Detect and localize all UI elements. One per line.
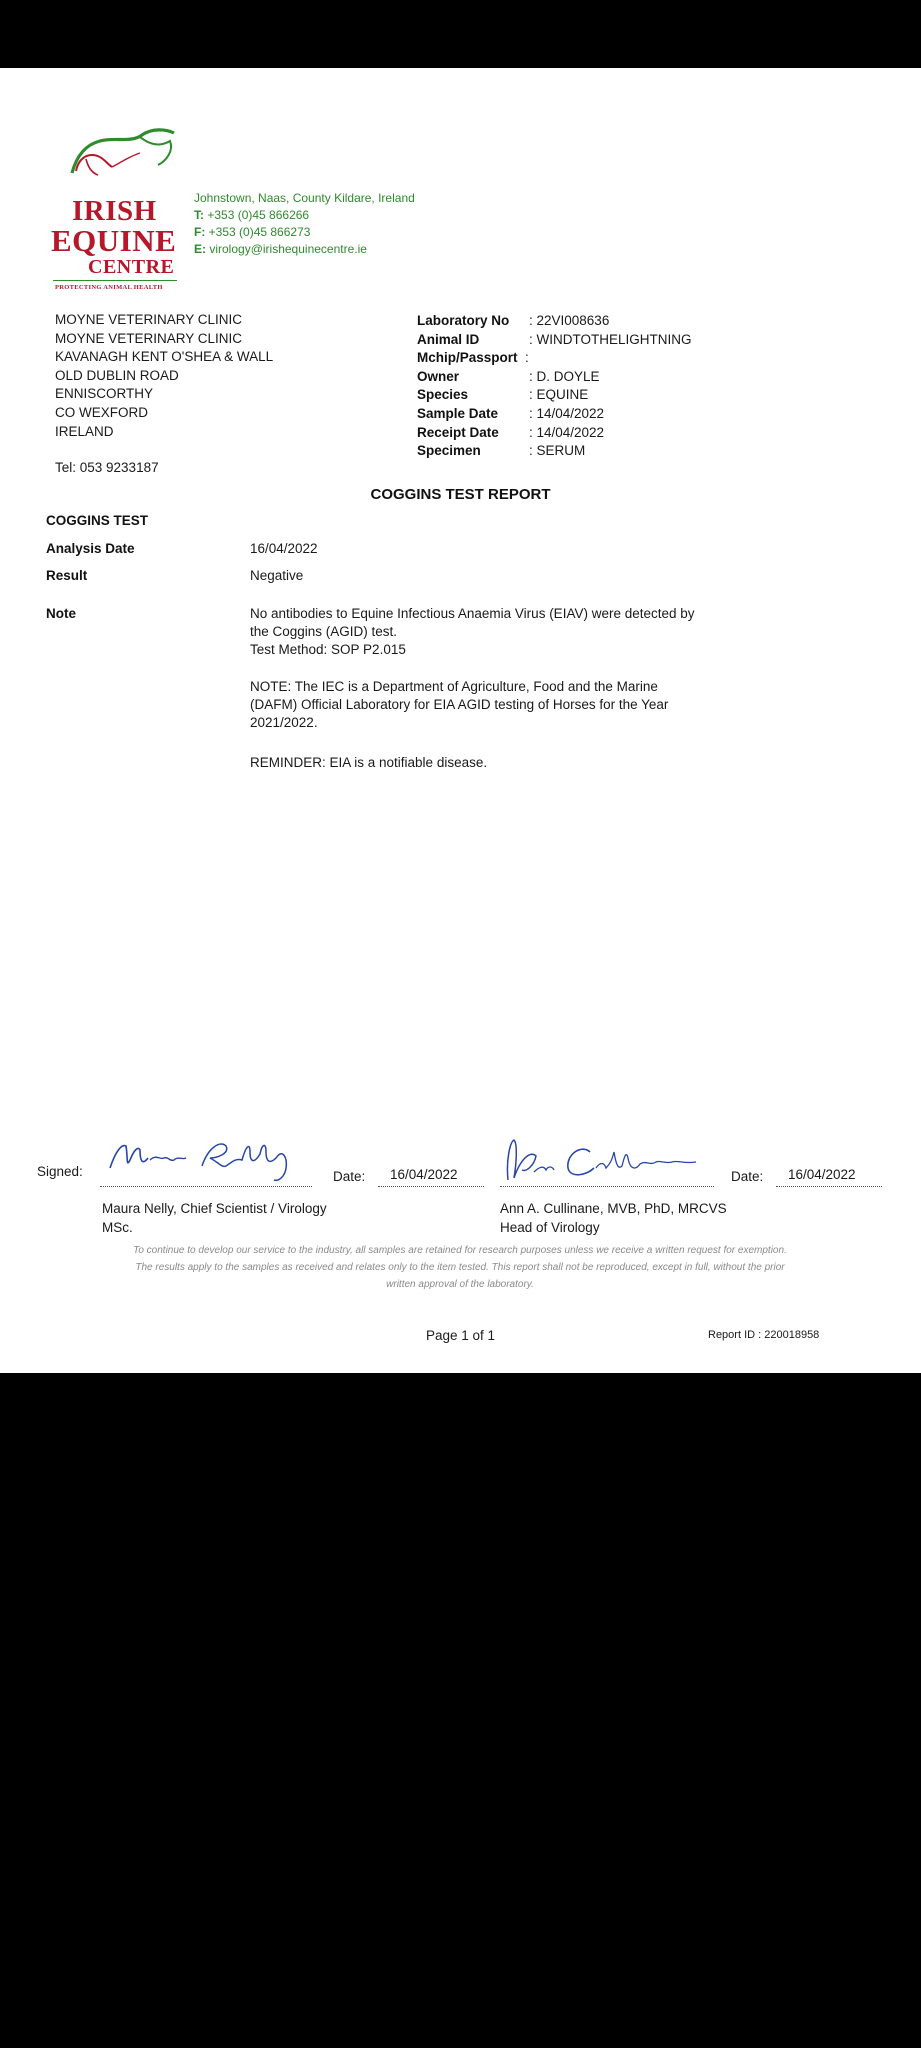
left-signatory-qualification: MSc.: [102, 1220, 133, 1235]
reminder-text: REMINDER: EIA is a notifiable disease.: [250, 755, 488, 770]
report-id: Report ID : 220018958: [708, 1329, 820, 1341]
note-line: 2021/2022.: [250, 715, 318, 730]
disclaimer-line: written approval of the laboratory.: [386, 1279, 534, 1290]
horse-logo-icon: [62, 123, 182, 183]
field-value: : 22VI008636: [529, 313, 610, 328]
fax-value: +353 (0)45 866273: [208, 225, 311, 239]
field-value: : SERUM: [529, 443, 586, 459]
disclaimer: [60, 1242, 860, 1293]
sample-details: [417, 312, 692, 461]
note-line: Test Method: SOP P2.015: [250, 642, 406, 657]
field-label: Mchip/Passport: [417, 350, 518, 366]
result-label: Result: [46, 568, 88, 583]
report-page: [0, 68, 921, 1373]
analysis-date-value: 16/04/2022: [250, 541, 318, 556]
note-line: No antibodies to Equine Infectious Anaemia Virus (EIAV) were detected by: [250, 606, 695, 621]
left-signature-line: [100, 1186, 312, 1187]
email-label: E:: [194, 242, 206, 256]
left-signature-icon: [104, 1130, 304, 1186]
logo-line-irish: IRISH: [72, 195, 157, 227]
right-signatory: [500, 1199, 727, 1237]
recipient-line: CO WEXFORD: [55, 404, 148, 420]
report-title: COGGINS TEST REPORT: [370, 486, 551, 503]
field-label: Animal ID: [417, 331, 480, 347]
contact-fax: [194, 224, 415, 241]
note-label: Note: [46, 606, 76, 621]
right-signatory-name: Ann A. Cullinane, MVB, PhD, MRCVS: [500, 1201, 727, 1216]
logo-tagline: PROTECTING ANIMAL HEALTH: [55, 284, 163, 291]
field-label: Laboratory No: [417, 313, 510, 328]
recipient-line: MOYNE VETERINARY CLINIC: [55, 312, 243, 327]
recipient-line: KAVANAGH KENT O'SHEA & WALL: [55, 349, 274, 365]
signed-label: Signed:: [37, 1164, 83, 1179]
right-date-value: 16/04/2022: [776, 1166, 882, 1187]
recipient-tel: Tel: 053 9233187: [55, 460, 159, 475]
page-number: Page 1 of 1: [425, 1328, 496, 1343]
field-label: Owner: [417, 368, 460, 384]
contact-phone: [194, 207, 415, 224]
recipient-address: [55, 311, 273, 441]
logo-rule: [53, 280, 177, 281]
dafm-note: [250, 678, 668, 732]
field-value: : WINDTOTHELIGHTNING: [529, 331, 692, 347]
contact-block: [194, 190, 415, 258]
left-signatory: [102, 1199, 327, 1237]
field-value: : 14/04/2022: [529, 405, 605, 421]
note-line: the Coggins (AGID) test.: [250, 624, 398, 639]
left-signatory-name: Maura Nelly, Chief Scientist / Virology: [102, 1201, 327, 1216]
note-line: (DAFM) Official Laboratory for EIA AGID testing of Horses for the Year: [250, 697, 669, 712]
analysis-date-label: Analysis Date: [46, 541, 135, 556]
contact-email: [194, 241, 415, 258]
note-line: NOTE: The IEC is a Department of Agriculture, Food and the Marine: [250, 679, 658, 694]
left-date-label: Date:: [333, 1169, 366, 1184]
fax-label: F:: [194, 225, 206, 239]
field-value: : D. DOYLE: [529, 368, 600, 384]
right-date-label: Date:: [731, 1169, 764, 1184]
phone-label: T:: [194, 208, 204, 222]
recipient-line: MOYNE VETERINARY CLINIC: [55, 330, 243, 346]
result-value: Negative: [250, 568, 304, 583]
logo-line-equine: EQUINE: [51, 223, 177, 258]
left-date-value: 16/04/2022: [378, 1166, 484, 1187]
field-value: :: [525, 350, 529, 366]
field-value: : EQUINE: [529, 387, 589, 403]
recipient-line: ENNISCORTHY: [55, 386, 154, 402]
logo-line-centre: CENTRE: [88, 256, 175, 278]
section-heading: COGGINS TEST: [46, 513, 149, 528]
disclaimer-line: The results apply to the samples as received and relates only to the item tested. This report shall not be reproduced, except in full, without the prior: [135, 1262, 785, 1273]
recipient-line: OLD DUBLIN ROAD: [55, 367, 179, 383]
contact-address: Johnstown, Naas, County Kildare, Ireland: [194, 191, 415, 205]
right-signatory-title: Head of Virology: [500, 1220, 600, 1235]
field-label: Specimen: [417, 443, 481, 459]
field-value: : 14/04/2022: [529, 424, 605, 440]
disclaimer-line: To continue to develop our service to the industry, all samples are retained for research purposes unless we receive a written request for exemption.: [133, 1245, 787, 1256]
field-label: Sample Date: [417, 405, 499, 421]
note-text: [250, 605, 695, 659]
field-label: Receipt Date: [417, 424, 499, 440]
email-value: virology@irishequinecentre.ie: [209, 242, 367, 256]
right-signature-icon: [500, 1130, 710, 1190]
recipient-line: IRELAND: [55, 423, 114, 439]
field-label: Species: [417, 387, 469, 403]
phone-value: +353 (0)45 866266: [207, 208, 310, 222]
